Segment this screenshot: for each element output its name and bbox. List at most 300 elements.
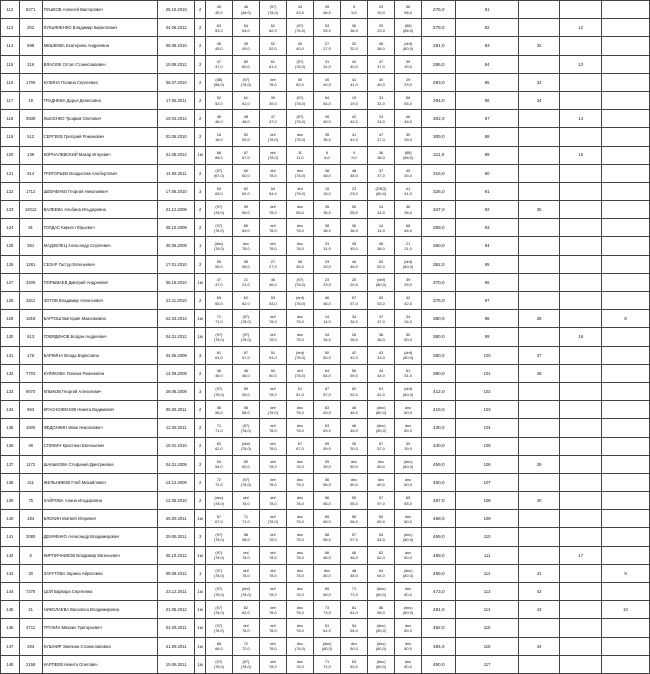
- race-points: (78,0): [213, 227, 224, 233]
- race-score-cell: [232, 328, 259, 346]
- group-cell: 1ю: [195, 637, 205, 655]
- race-place: 23: [351, 186, 357, 192]
- race-score-cell: [205, 310, 232, 328]
- race-place: (dnf): [404, 349, 413, 355]
- race-score-cell: [259, 473, 286, 491]
- race-place: 36: [405, 204, 411, 210]
- table-row: [1, 455, 650, 473]
- race-points: 46,0: [323, 300, 331, 306]
- row-number-cell: 121: [1, 164, 20, 182]
- race-place: 65: [216, 295, 222, 301]
- race-points: 57,0: [377, 446, 385, 452]
- race-score-cell: [395, 310, 422, 328]
- group-cell: 2: [195, 164, 205, 182]
- race-points: 54,0: [350, 627, 358, 633]
- total-points-cell: 412,0: [422, 382, 456, 400]
- total-points-cell: 380,0: [422, 328, 456, 346]
- race-points: (78,0): [213, 537, 224, 543]
- race-place: 47: [378, 131, 384, 137]
- race-score-cell: [232, 255, 259, 273]
- sub-rank-1-cell: 44: [518, 637, 560, 655]
- sub-rank-2-cell: 15: [560, 146, 602, 164]
- race-place: 14: [378, 222, 384, 228]
- race-place: 54: [243, 22, 249, 28]
- race-place: (dnc): [403, 604, 413, 610]
- rank-cell: 94: [456, 237, 518, 255]
- participant-name-cell: ВЛАСЮК Остап Станиславович: [42, 55, 157, 73]
- group-cell: 3: [195, 346, 205, 364]
- birth-date-cell: 15.06.2011: [158, 655, 195, 673]
- race-score-cell: [259, 601, 286, 619]
- race-points: 6,0: [324, 155, 330, 161]
- race-points: (78,0): [213, 336, 224, 342]
- race-points: 80,0: [404, 518, 412, 524]
- race-points: 33,0: [323, 264, 331, 270]
- race-place: 55: [351, 204, 357, 210]
- race-points: 39,0: [404, 446, 412, 452]
- participant-id-cell: 914: [19, 164, 42, 182]
- race-place: dnc: [296, 222, 304, 228]
- row-number-cell: 147: [1, 637, 20, 655]
- race-score-cell: [205, 510, 232, 528]
- race-place: 11: [297, 149, 302, 155]
- race-place: 39: [405, 58, 411, 64]
- race-place: (dnc): [376, 404, 386, 410]
- race-score-cell: [286, 419, 313, 437]
- race-score-cell: [313, 128, 340, 146]
- race-place: 61: [243, 95, 249, 101]
- race-points: 48,0: [242, 118, 250, 124]
- race-points: 80,0: [350, 464, 358, 470]
- race-points: 62,0: [269, 27, 277, 33]
- race-place: dnf: [270, 386, 276, 392]
- race-points: 55,0: [296, 209, 304, 215]
- race-place: 54: [378, 531, 384, 537]
- race-place: 36: [378, 331, 384, 337]
- total-points-cell: 440,0: [422, 437, 456, 455]
- race-place: dnf: [270, 440, 276, 446]
- race-score-cell: [368, 1, 395, 19]
- race-place: 5: [352, 4, 356, 10]
- race-place: 47: [216, 58, 222, 64]
- birth-date-cell: 22.04.2013: [158, 310, 195, 328]
- race-points: 11,0: [296, 155, 304, 161]
- race-points: (86,0): [403, 27, 414, 33]
- race-points: 78,0: [269, 573, 277, 579]
- race-points: (80,0): [403, 573, 414, 579]
- race-points: 19,0: [350, 100, 358, 106]
- race-place: dnc: [296, 459, 304, 465]
- race-score-cell: [286, 91, 313, 109]
- sub-rank-2-cell: [560, 164, 602, 182]
- race-place: 51: [297, 386, 303, 392]
- race-score-cell: [232, 146, 259, 164]
- total-points-cell: 380,0: [422, 346, 456, 364]
- race-points: (78,0): [294, 100, 306, 106]
- race-points: (78,0): [294, 300, 306, 306]
- sub-rank-2-cell: [560, 655, 602, 673]
- race-score-cell: [259, 528, 286, 546]
- race-score-cell: [286, 510, 313, 528]
- race-place: (dnf): [241, 440, 250, 446]
- race-points: (78,0): [294, 64, 306, 70]
- race-points: 78,0: [242, 500, 250, 506]
- race-score-cell: [205, 237, 232, 255]
- race-points: 43,0: [377, 355, 385, 361]
- race-points: 80,0: [323, 573, 331, 579]
- race-score-cell: [205, 583, 232, 601]
- race-points: (80,0): [321, 646, 333, 652]
- participant-id-cell: 184: [19, 510, 42, 528]
- sub-rank-1-cell: 33: [518, 73, 560, 91]
- race-points: 63,0: [323, 427, 331, 433]
- race-score-cell: [259, 37, 286, 55]
- group-cell: 1ю: [195, 328, 205, 346]
- rank-cell: 106: [456, 455, 518, 473]
- race-score-cell: [313, 492, 340, 510]
- race-score-cell: [232, 419, 259, 437]
- birth-date-cell: 04.01.2009: [158, 455, 195, 473]
- race-points: 66,0: [323, 555, 331, 561]
- sub-rank-3-cell: [602, 328, 650, 346]
- row-number-cell: 130: [1, 328, 20, 346]
- table-row: [1, 437, 650, 455]
- race-score-cell: [368, 328, 395, 346]
- race-score-cell: [341, 583, 368, 601]
- race-points: 30,0: [350, 446, 358, 452]
- race-points: (78,0): [213, 246, 224, 252]
- race-place: dnc: [296, 477, 304, 483]
- race-score-cell: [368, 37, 395, 55]
- race-place: dnc: [377, 477, 385, 483]
- race-place: (97): [215, 331, 223, 337]
- race-place: (dnf): [295, 349, 304, 355]
- row-number-cell: 140: [1, 510, 20, 528]
- race-points: 14,0: [377, 227, 385, 233]
- participant-name-cell: МАДЗЕЛЕЦ Александр Сергеевич: [42, 237, 157, 255]
- race-place: dnf: [270, 331, 276, 337]
- table-row: [1, 37, 650, 55]
- group-cell: 2: [195, 419, 205, 437]
- race-place: dnf: [270, 204, 276, 210]
- race-place: 52: [351, 386, 357, 392]
- race-points: (78,0): [213, 609, 224, 615]
- race-points: (78,0): [267, 518, 279, 524]
- participant-name-cell: БЛОХИН Матвей Игоревич: [42, 510, 157, 528]
- race-points: (78,0): [267, 9, 279, 15]
- sub-rank-1-cell: 42: [518, 583, 560, 601]
- race-place: dnc: [404, 513, 412, 519]
- race-points: 39,0: [269, 100, 277, 106]
- race-score-cell: [313, 437, 340, 455]
- race-score-cell: [368, 55, 395, 73]
- race-score-cell: [341, 1, 368, 19]
- birth-date-cell: 12.06.2010: [158, 492, 195, 510]
- race-place: 67: [324, 386, 330, 392]
- race-score-cell: [232, 55, 259, 73]
- participant-name-cell: ГОВЯДИНОВ Богдан Андреевич: [42, 328, 157, 346]
- group-cell: 2: [195, 37, 205, 55]
- sub-rank-1-cell: [518, 401, 560, 419]
- participant-name-cell: ГРИГОРЬЕВ Владислав Альбертович: [42, 164, 157, 182]
- sub-rank-1-cell: [518, 128, 560, 146]
- race-place: dnc: [296, 586, 304, 592]
- race-score-cell: [259, 419, 286, 437]
- race-score-cell: [286, 328, 313, 346]
- race-score-cell: [395, 55, 422, 73]
- race-score-cell: [259, 310, 286, 328]
- race-place: 58: [378, 604, 384, 610]
- participant-id-cell: 283: [19, 637, 42, 655]
- race-score-cell: [259, 55, 286, 73]
- table-row: [1, 255, 650, 273]
- rank-cell: 114: [456, 601, 518, 619]
- table-row: [1, 328, 650, 346]
- table-row: [1, 237, 650, 255]
- race-score-cell: [232, 19, 259, 37]
- race-points: 47,0: [377, 136, 385, 142]
- rank-cell: 103: [456, 401, 518, 419]
- race-score-cell: [313, 19, 340, 37]
- race-score-cell: [341, 637, 368, 655]
- race-place: 81: [351, 604, 357, 610]
- race-score-cell: [286, 583, 313, 601]
- race-points: 50,0: [269, 373, 277, 379]
- race-place: (97): [296, 58, 304, 64]
- race-score-cell: [232, 346, 259, 364]
- race-place: (97): [296, 95, 304, 101]
- race-place: 62: [378, 550, 384, 556]
- race-score-cell: [232, 237, 259, 255]
- race-place: 15: [324, 186, 330, 192]
- participant-id-cell: 19: [19, 91, 42, 109]
- sub-rank-1-cell: [518, 328, 560, 346]
- group-cell: 1ю: [195, 601, 205, 619]
- race-place: dnc: [404, 640, 412, 646]
- race-score-cell: [259, 346, 286, 364]
- rank-cell: 90: [456, 164, 518, 182]
- race-score-cell: [313, 419, 340, 437]
- race-place: 45: [216, 40, 222, 46]
- sub-rank-1-cell: [518, 655, 560, 673]
- race-place: (dnf): [404, 40, 413, 46]
- table-row: [1, 310, 650, 328]
- race-points: (78,0): [294, 282, 306, 288]
- row-number-cell: 139: [1, 492, 20, 510]
- race-place: (dnc): [376, 622, 386, 628]
- birth-date-cell: 29.06.2009: [158, 382, 195, 400]
- race-score-cell: [259, 110, 286, 128]
- birth-date-cell: 02.05.2010: [158, 128, 195, 146]
- participant-name-cell: КУЛИКОВА Полина Романовна: [42, 364, 157, 382]
- race-place: 47: [378, 58, 384, 64]
- race-place: dnc: [242, 240, 250, 246]
- race-place: 57: [351, 295, 357, 301]
- sub-rank-3-cell: 10: [602, 601, 650, 619]
- race-place: 65: [324, 513, 330, 519]
- rank-cell: 89: [456, 146, 518, 164]
- race-score-cell: [368, 110, 395, 128]
- race-score-cell: [368, 619, 395, 637]
- sub-rank-2-cell: [560, 419, 602, 437]
- race-place: 46: [351, 259, 357, 265]
- participant-name-cell: ХАЙРОВА Алина Ильдаровна: [42, 492, 157, 510]
- race-place: dnf: [270, 168, 276, 174]
- race-points: 63,0: [215, 191, 223, 197]
- race-score-cell: [286, 146, 313, 164]
- race-points: (80,0): [375, 282, 387, 288]
- race-points: 29,0: [404, 82, 412, 88]
- race-points: 62,0: [242, 300, 250, 306]
- race-place: dnc: [350, 477, 358, 483]
- race-points: 71,0: [215, 427, 223, 433]
- race-score-cell: [259, 255, 286, 273]
- row-number-cell: 123: [1, 201, 20, 219]
- race-place: (97): [215, 568, 223, 574]
- sub-rank-3-cell: [602, 382, 650, 400]
- race-points: 80,0: [404, 591, 412, 597]
- race-score-cell: [259, 437, 286, 455]
- participant-name-cell: БАРТОШ Виктория Максимовна: [42, 310, 157, 328]
- participant-name-cell: ГОЛДАС Кирилл Юрьевич: [42, 219, 157, 237]
- birth-date-cell: 29.06.2011: [158, 528, 195, 546]
- race-points: 78,0: [296, 573, 304, 579]
- race-points: (78,0): [267, 409, 279, 415]
- race-score-cell: [286, 110, 313, 128]
- race-points: 66,0: [215, 155, 223, 161]
- sub-rank-1-cell: 39: [518, 455, 560, 473]
- race-place: dnc: [296, 604, 304, 610]
- race-score-cell: [368, 583, 395, 601]
- race-score-cell: [368, 455, 395, 473]
- participant-name-cell: КРАСНОЖЕНОВ Никита Вадимович: [42, 401, 157, 419]
- race-score-cell: [205, 419, 232, 437]
- race-place: 29: [405, 77, 411, 83]
- race-place: 41: [351, 77, 357, 83]
- race-place: dnc: [404, 550, 412, 556]
- race-score-cell: [395, 346, 422, 364]
- participant-id-cell: 813: [19, 328, 42, 346]
- race-points: 46,0: [350, 427, 358, 433]
- sub-rank-3-cell: [602, 237, 650, 255]
- race-place: (dnc): [376, 659, 386, 665]
- race-score-cell: [395, 583, 422, 601]
- race-place: 50: [324, 349, 330, 355]
- table-row: [1, 19, 650, 37]
- race-place: 36: [351, 22, 357, 28]
- race-place: 64: [324, 368, 330, 374]
- race-place: 62: [243, 295, 249, 301]
- race-score-cell: [259, 401, 286, 419]
- race-score-cell: [313, 583, 340, 601]
- race-place: 61: [216, 349, 222, 355]
- race-points: 56,0: [215, 409, 223, 415]
- race-place: dnf: [270, 568, 276, 574]
- table-row: [1, 492, 650, 510]
- race-points: (80,0): [403, 355, 414, 361]
- race-place: 30: [351, 440, 357, 446]
- race-place: 71: [216, 422, 222, 428]
- race-score-cell: [205, 619, 232, 637]
- race-score-cell: [286, 273, 313, 291]
- participant-name-cell: ЦОЙ Варвара Сергеевна: [42, 583, 157, 601]
- race-score-cell: [368, 655, 395, 673]
- table-row: [1, 364, 650, 382]
- birth-date-cell: 05.06.2011: [158, 401, 195, 419]
- rank-cell: 81: [456, 1, 518, 19]
- row-number-cell: 144: [1, 583, 20, 601]
- total-points-cell: 482,0: [422, 619, 456, 637]
- sub-rank-2-cell: [560, 437, 602, 455]
- race-score-cell: [286, 401, 313, 419]
- participant-name-cell: СПИХИН Кристиан Евгеньевич: [42, 437, 157, 455]
- race-score-cell: [205, 564, 232, 582]
- race-place: 34: [324, 331, 330, 337]
- birth-date-cell: 17.05.2011: [158, 91, 195, 109]
- race-place: (dnf): [241, 586, 250, 592]
- race-points: (80,0): [375, 591, 387, 597]
- race-points: 34,0: [404, 318, 412, 324]
- race-score-cell: [232, 564, 259, 582]
- row-number-cell: 116: [1, 73, 20, 91]
- race-score-cell: [232, 273, 259, 291]
- race-points: (78,0): [267, 155, 279, 161]
- race-points: 20,0: [350, 282, 358, 288]
- participant-id-cell: 12012: [19, 201, 42, 219]
- participant-id-cell: 4711: [19, 619, 42, 637]
- race-place: 42: [405, 295, 411, 301]
- participant-name-cell: КОРНАЛЕВСКИЙ Макар Игоревич: [42, 146, 157, 164]
- race-score-cell: [395, 455, 422, 473]
- race-points: 36,0: [377, 155, 385, 161]
- sub-rank-2-cell: [560, 255, 602, 273]
- race-points: (78,0): [213, 500, 224, 506]
- race-place: 72: [243, 640, 249, 646]
- race-place: dnf: [243, 622, 249, 628]
- race-points: 66,0: [404, 227, 412, 233]
- race-points: 36,0: [296, 264, 304, 270]
- race-score-cell: [313, 328, 340, 346]
- total-points-cell: 459,0: [422, 455, 456, 473]
- race-score-cell: [313, 601, 340, 619]
- race-place: dnf: [270, 422, 276, 428]
- race-place: dnc: [404, 404, 412, 410]
- race-score-cell: [368, 219, 395, 237]
- race-place: 69: [243, 222, 249, 228]
- race-score-cell: [205, 255, 232, 273]
- race-score-cell: [341, 528, 368, 546]
- race-points: 54,0: [242, 27, 250, 33]
- race-score-cell: [232, 182, 259, 200]
- sub-rank-2-cell: [560, 310, 602, 328]
- race-points: 78,0: [242, 573, 250, 579]
- race-place: (97): [242, 422, 250, 428]
- race-points: 59,0: [350, 373, 358, 379]
- race-place: (97): [269, 4, 277, 10]
- birth-date-cell: 21.09.2011: [158, 637, 195, 655]
- race-place: 55: [243, 259, 249, 265]
- table-row: [1, 128, 650, 146]
- participant-id-cell: 1706: [19, 73, 42, 91]
- race-score-cell: [205, 473, 232, 491]
- race-score-cell: [368, 237, 395, 255]
- race-points: (67,0): [213, 173, 224, 179]
- row-number-cell: 142: [1, 546, 20, 564]
- race-score-cell: [205, 1, 232, 19]
- race-place: 33: [324, 259, 330, 265]
- race-score-cell: [205, 91, 232, 109]
- race-score-cell: [368, 492, 395, 510]
